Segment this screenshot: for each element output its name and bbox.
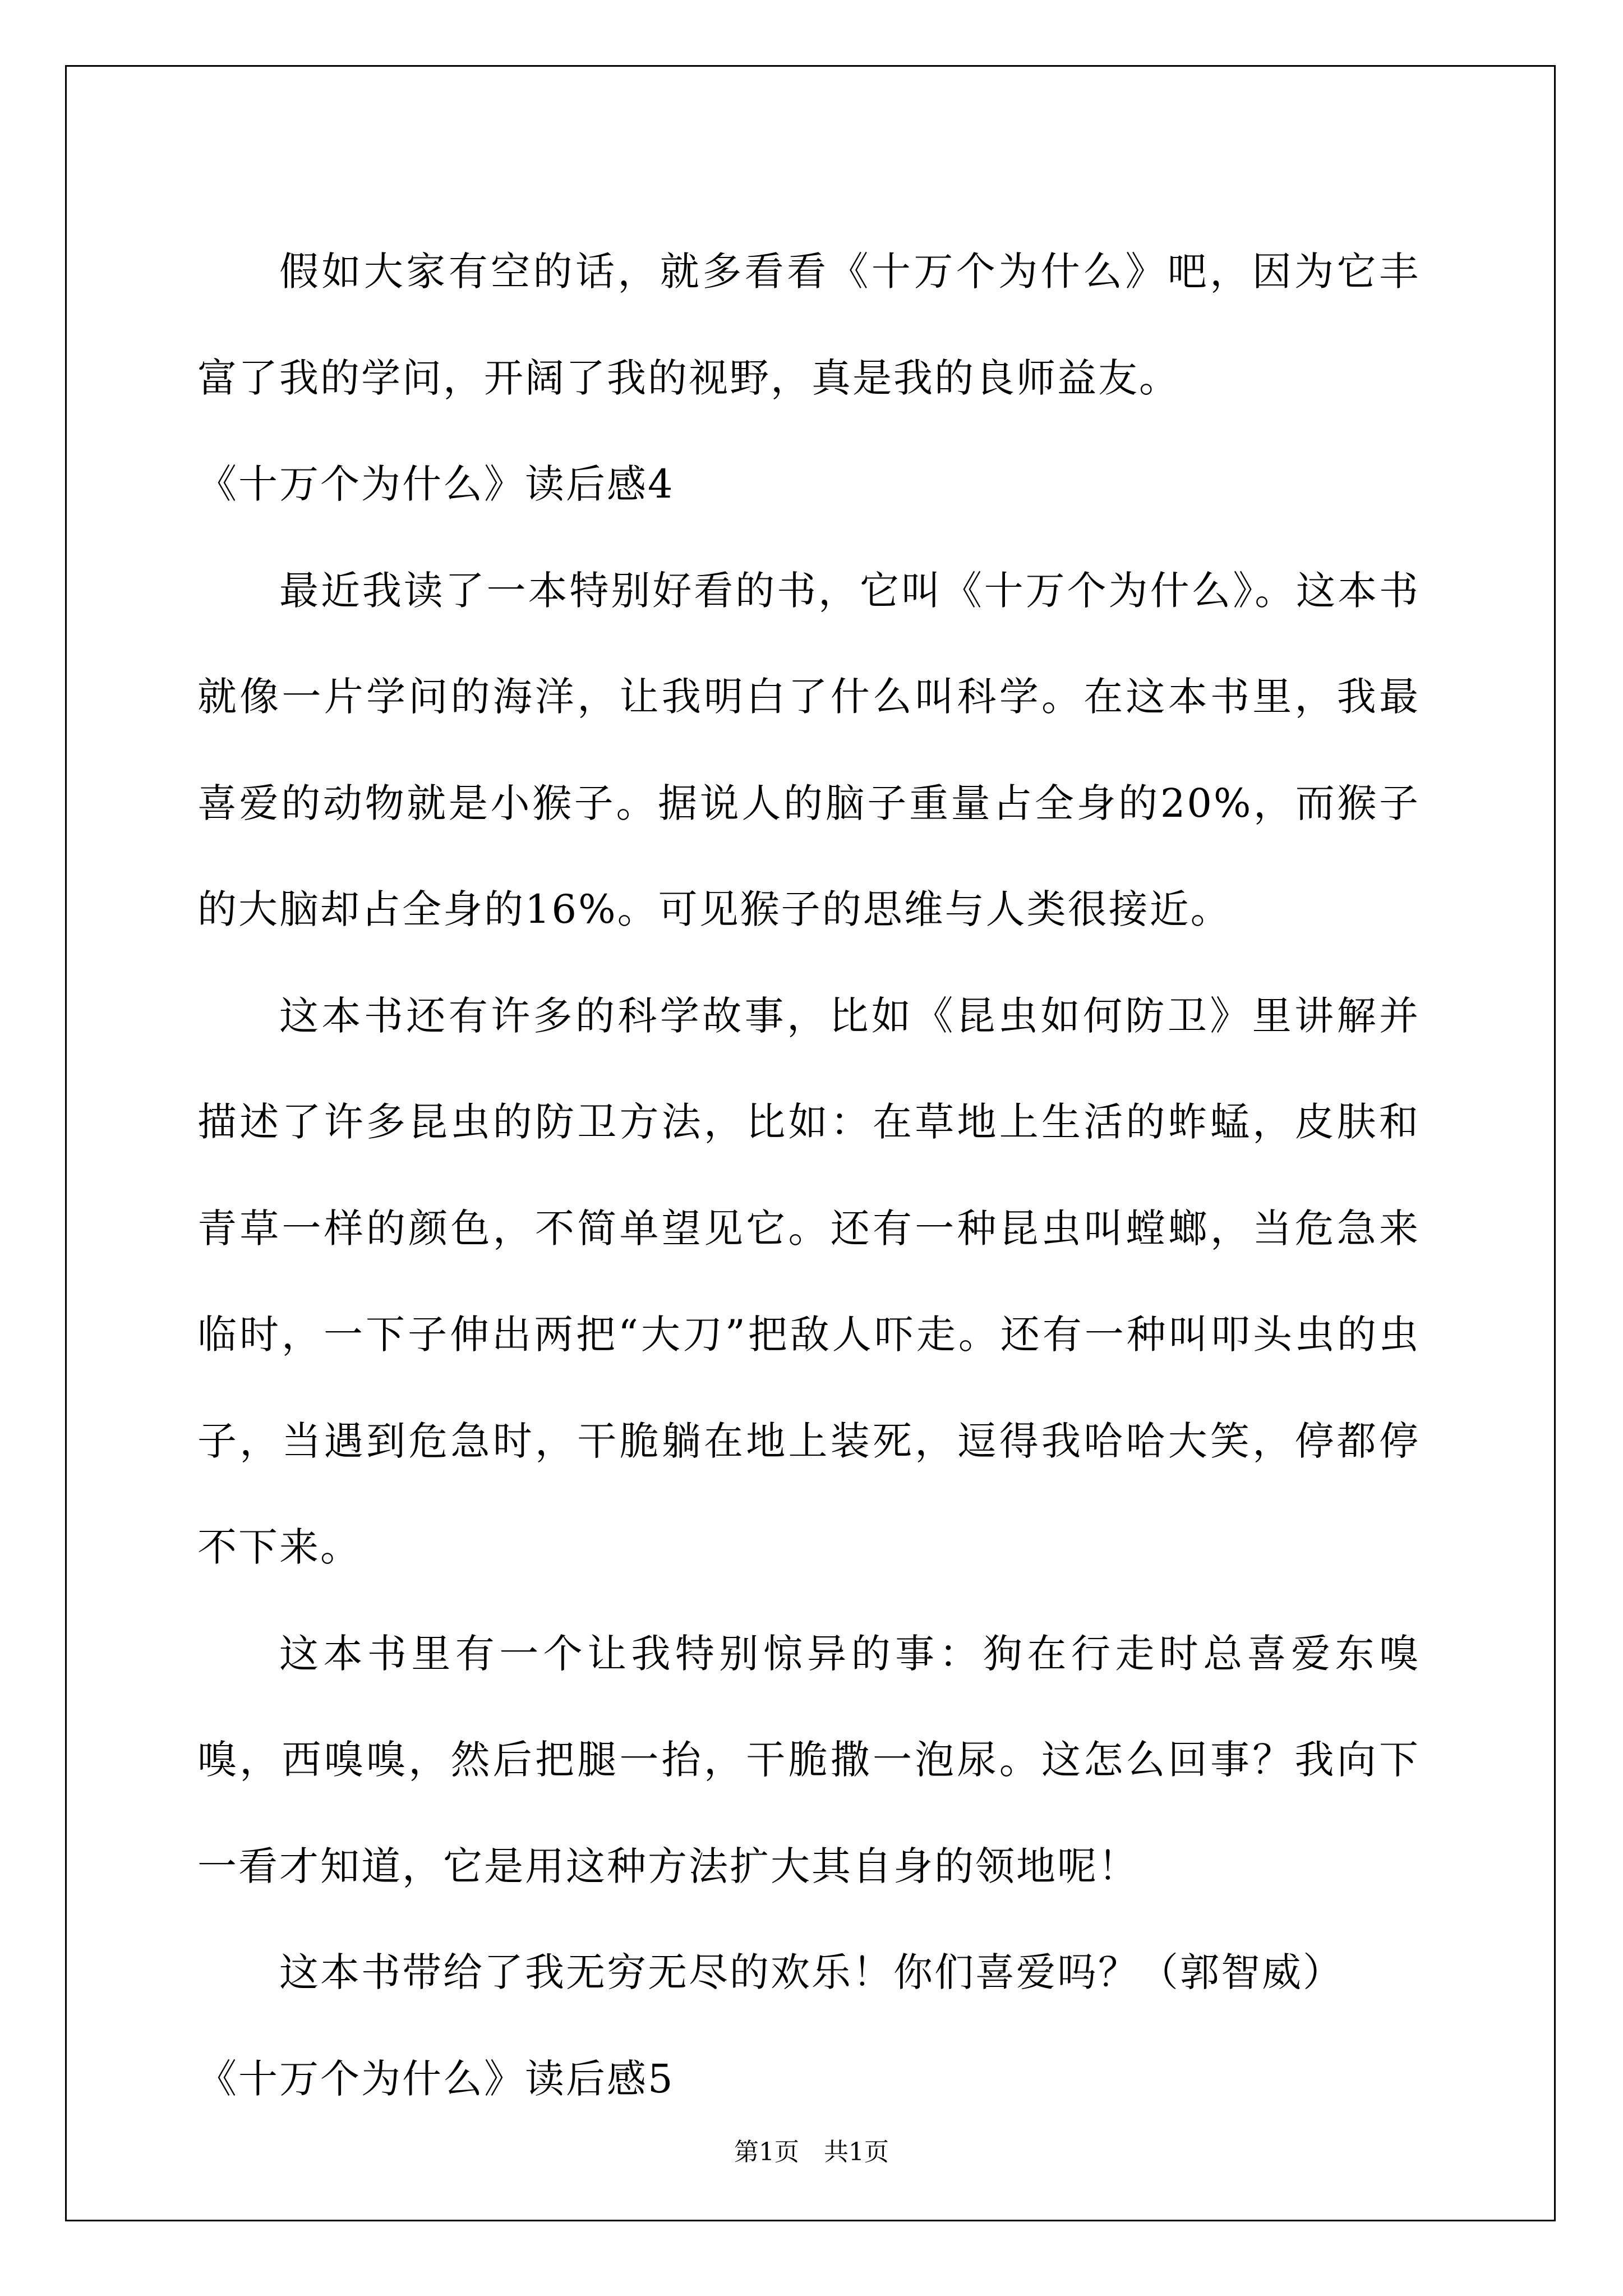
section-heading: 《十万个为什么》读后感4 bbox=[197, 461, 675, 507]
section-heading: 《十万个为什么》读后感5 bbox=[197, 2055, 675, 2102]
paragraph: 假如大家有空的话，就多看看《十万个为什么》吧，因为它丰富了我的学问，开阔了我的视野，真是我的良师益友。 bbox=[197, 249, 1420, 401]
paragraph: 这本书里有一个让我特别惊异的事：狗在行走时总喜爱东嗅嗅，西嗅嗅，然后把腿一抬，干脆撒一泡尿。这怎么回事？我向下一看才知道，它是用这种方法扩大其自身的领地呢！ bbox=[197, 1630, 1420, 1889]
paragraph: 这本书带给了我无穷无尽的欢乐！你们喜爱吗？（郭智威） bbox=[279, 1949, 1344, 1995]
document-body bbox=[197, 219, 1420, 2132]
paragraph: 最近我读了一本特别好看的书，它叫《十万个为什么》。这本书就像一片学问的海洋，让我明白了什么叫科学。在这本书里，我最喜爱的动物就是小猴子。据说人的脑子重量占全身的20%，而猴子的大脑却占全身的16%。可见猴子的思维与人类很接近。 bbox=[197, 567, 1420, 932]
paragraph: 这本书还有许多的科学故事，比如《昆虫如何防卫》里讲解并描述了许多昆虫的防卫方法，比如：在草地上生活的蚱蜢，皮肤和青草一样的颜色，不简单望见它。还有一种昆虫叫螳螂，当危急来临时，一下子伸出两把“大刀”把敌人吓走。还有一种叫叩头虫的虫子，当遇到危急时，干脆躺在地上装死，逗得我哈哈大笑，停都停不下来。 bbox=[197, 992, 1420, 1570]
page-footer: 第1页 共1页 bbox=[734, 2138, 889, 2166]
